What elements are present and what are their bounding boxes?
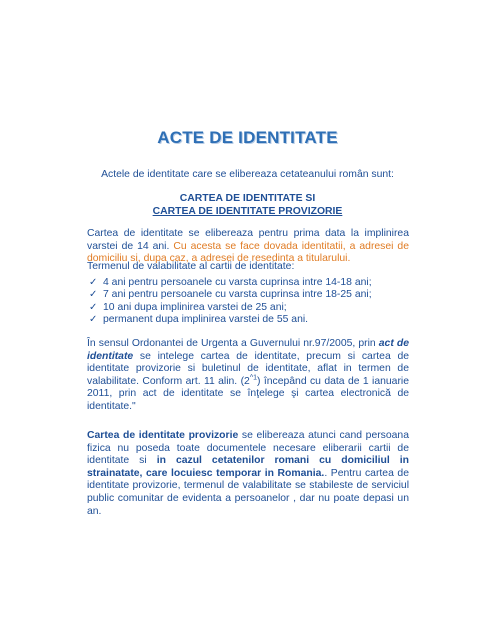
paragraph-issuance-text: Cartea de identitate se elibereaza pentru prima data la implinirea varstei de 14 ani. — [87, 228, 409, 252]
definition-text-3: ) începând cu data de 1 ianuarie 2011, prin act de identitate se înţelege şi cartea electronică de identitate." — [87, 375, 410, 412]
provisional-text-1: se elibereaza atunci cand persoana fizica nu poseda toate documentele necesare eliberarii cartii de identitate si — [87, 430, 409, 467]
paragraph-provisional — [87, 430, 409, 518]
definition-term: act de identitate — [87, 338, 409, 362]
list-item: ✓ 10 ani dupa implinirea varstei de 25 ani; — [89, 301, 287, 313]
list-item: ✓ 7 ani pentru persoanele cu varsta cuprinsa intre 18-25 ani; — [89, 289, 372, 301]
checkmark-icon: ✓ — [89, 289, 98, 301]
definition-text-1: În sensul Ordonantei de Urgenta a Guvernului nr.97/2005, prin — [87, 338, 376, 349]
intro-text: Actele de identitate care se elibereaza cetateanului român sunt: — [101, 169, 394, 180]
checkmark-icon: ✓ — [89, 277, 98, 288]
validity-list — [89, 277, 419, 326]
provisional-text-2: . Pentru cartea de identitate provizorie, termenul de valabilitate se stabileste de serviciul public comunitar de evidenta a persoanelor , dar nu poate depasi un an. — [87, 467, 409, 517]
validity-heading: Termenul de valabilitate al cartii de identitate: — [87, 261, 295, 272]
subtitle-line-1: CARTEA DE IDENTITATE SI — [179, 193, 316, 204]
subtitle-line-2: CARTEA DE IDENTITATE PROVIZORIE — [152, 205, 343, 217]
section-subtitle — [0, 193, 495, 218]
paragraph-issuance-highlight: Cu acesta se face dovada identitatii, a adresei de domiciliu si, dupa caz, a adresei de resedinta a titularului. — [87, 240, 409, 265]
list-item: ✓ 4 ani pentru persoanele cu varsta cuprinsa intre 14-18 ani; — [89, 277, 372, 288]
definition-text-2: se intelege cartea de identitate, precum si cartea de identitate provizorie si buletinul de identitate, aflat in termen de valabilitate. Conform art. 11 alin. (2 — [87, 350, 409, 387]
page-title: ACTE DE IDENTITATE — [157, 128, 338, 147]
provisional-term: Cartea de identitate provizorie — [87, 430, 239, 441]
provisional-bold-text: in cazul cetatenilor romani cu domiciliul in strainatate, care locuiesc temporar in Romania. — [87, 455, 410, 479]
checkmark-icon: ✓ — [89, 301, 98, 313]
superscript: ^1 — [249, 374, 258, 382]
list-item: ✓ permanent dupa implinirea varstei de 55 ani. — [89, 313, 309, 325]
checkmark-icon: ✓ — [89, 313, 98, 325]
paragraph-definition — [87, 338, 409, 414]
